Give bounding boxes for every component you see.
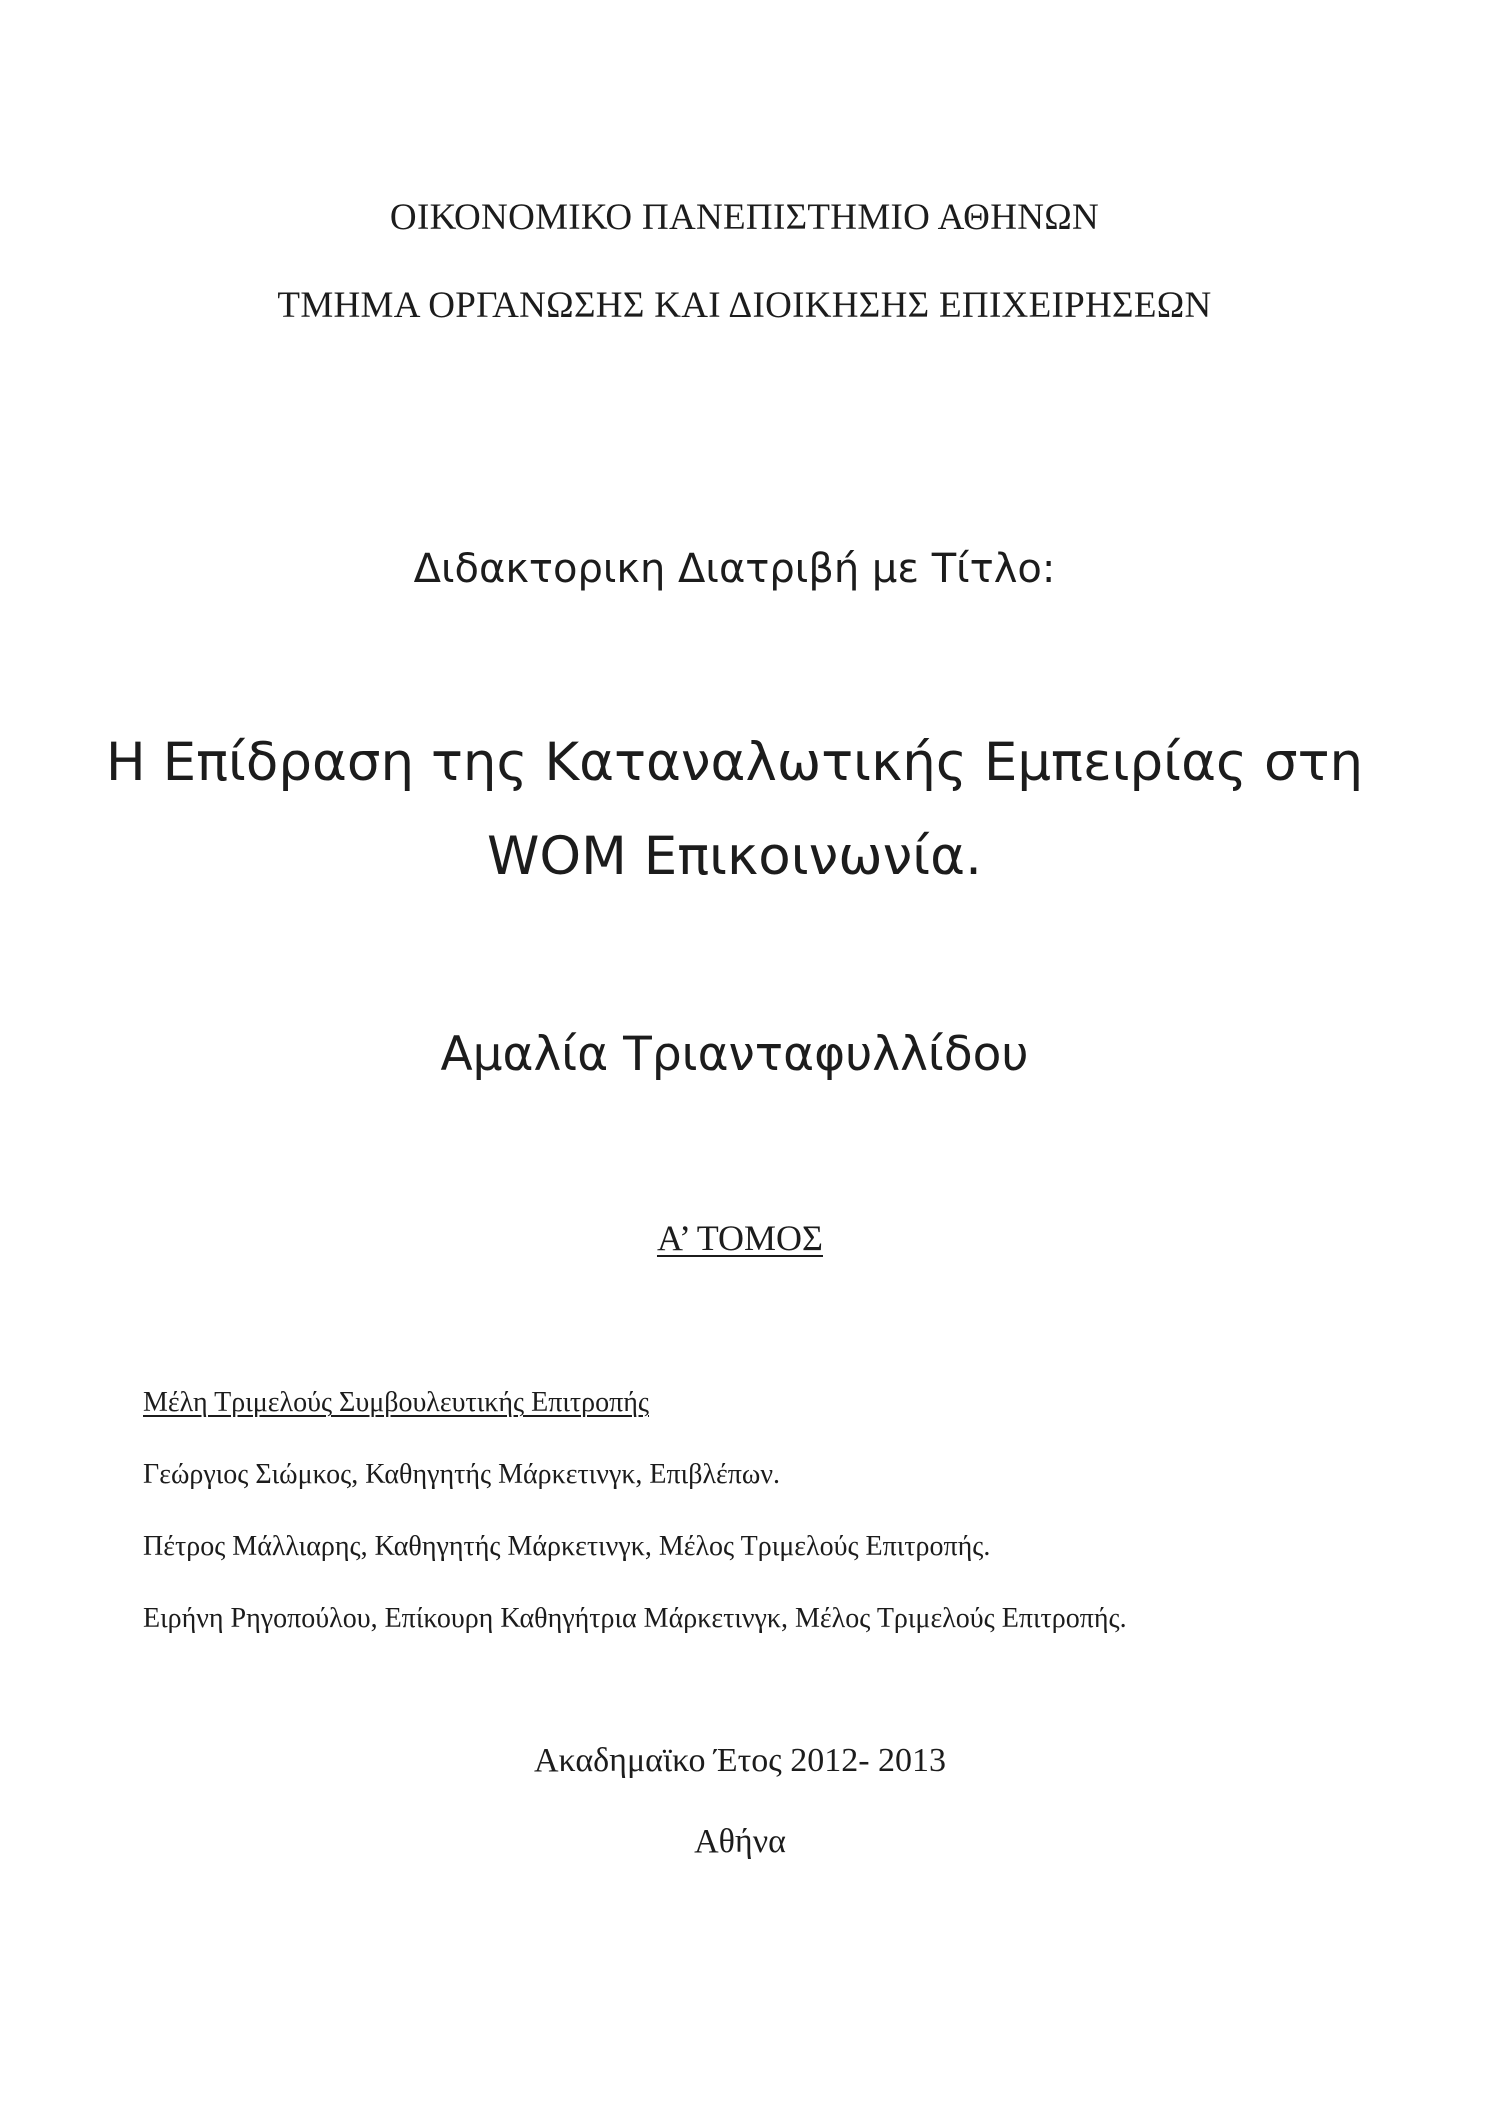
committee-member: Πέτρος Μάλλιαρης, Καθηγητής Μάρκετινγκ, Μέλος Τριμελούς Επιτροπής.	[143, 1531, 991, 1562]
volume-label	[0, 1217, 1480, 1259]
author-name: Αμαλία Τριανταφυλλίδου	[440, 1027, 1029, 1082]
committee-member: Γεώργιος Σιώμκος, Καθηγητής Μάρκετινγκ, Επιβλέπων.	[143, 1459, 781, 1490]
university-name: ΟΙΚΟΝΟΜΙΚΟ ΠΑΝΕΠΙΣΤΗΜΙΟ ΑΘΗΝΩΝ	[389, 197, 1100, 238]
volume-text: Α’ ΤΟΜΟΣ	[656, 1218, 823, 1258]
committee-heading: Μέλη Τριμελούς Συμβουλευτικής Επιτροπής	[143, 1387, 649, 1418]
committee-member: Ειρήνη Ρηγοπούλου, Επίκουρη Καθηγήτρια Μάρκετινγκ, Μέλος Τριμελούς Επιτροπής.	[143, 1603, 1127, 1634]
city: Αθήνα	[694, 1823, 786, 1860]
academic-year: Ακαδημαϊκο Έτος 2012- 2013	[533, 1742, 947, 1779]
thesis-label: Διδακτορικη Διατριβή με Τίτλο:	[413, 546, 1056, 592]
thesis-title-line-2: WOM Επικοινωνία.	[487, 826, 982, 887]
department-name: ΤΜΗΜΑ ΟΡΓΑΝΩΣΗΣ ΚΑΙ ΔΙΟΙΚΗΣΗΣ ΕΠΙΧΕΙΡΗΣΕΩΝ	[277, 285, 1212, 326]
thesis-title-line-1: Η Επίδραση της Καταναλωτικής Εμπειρίας στη	[105, 732, 1364, 793]
